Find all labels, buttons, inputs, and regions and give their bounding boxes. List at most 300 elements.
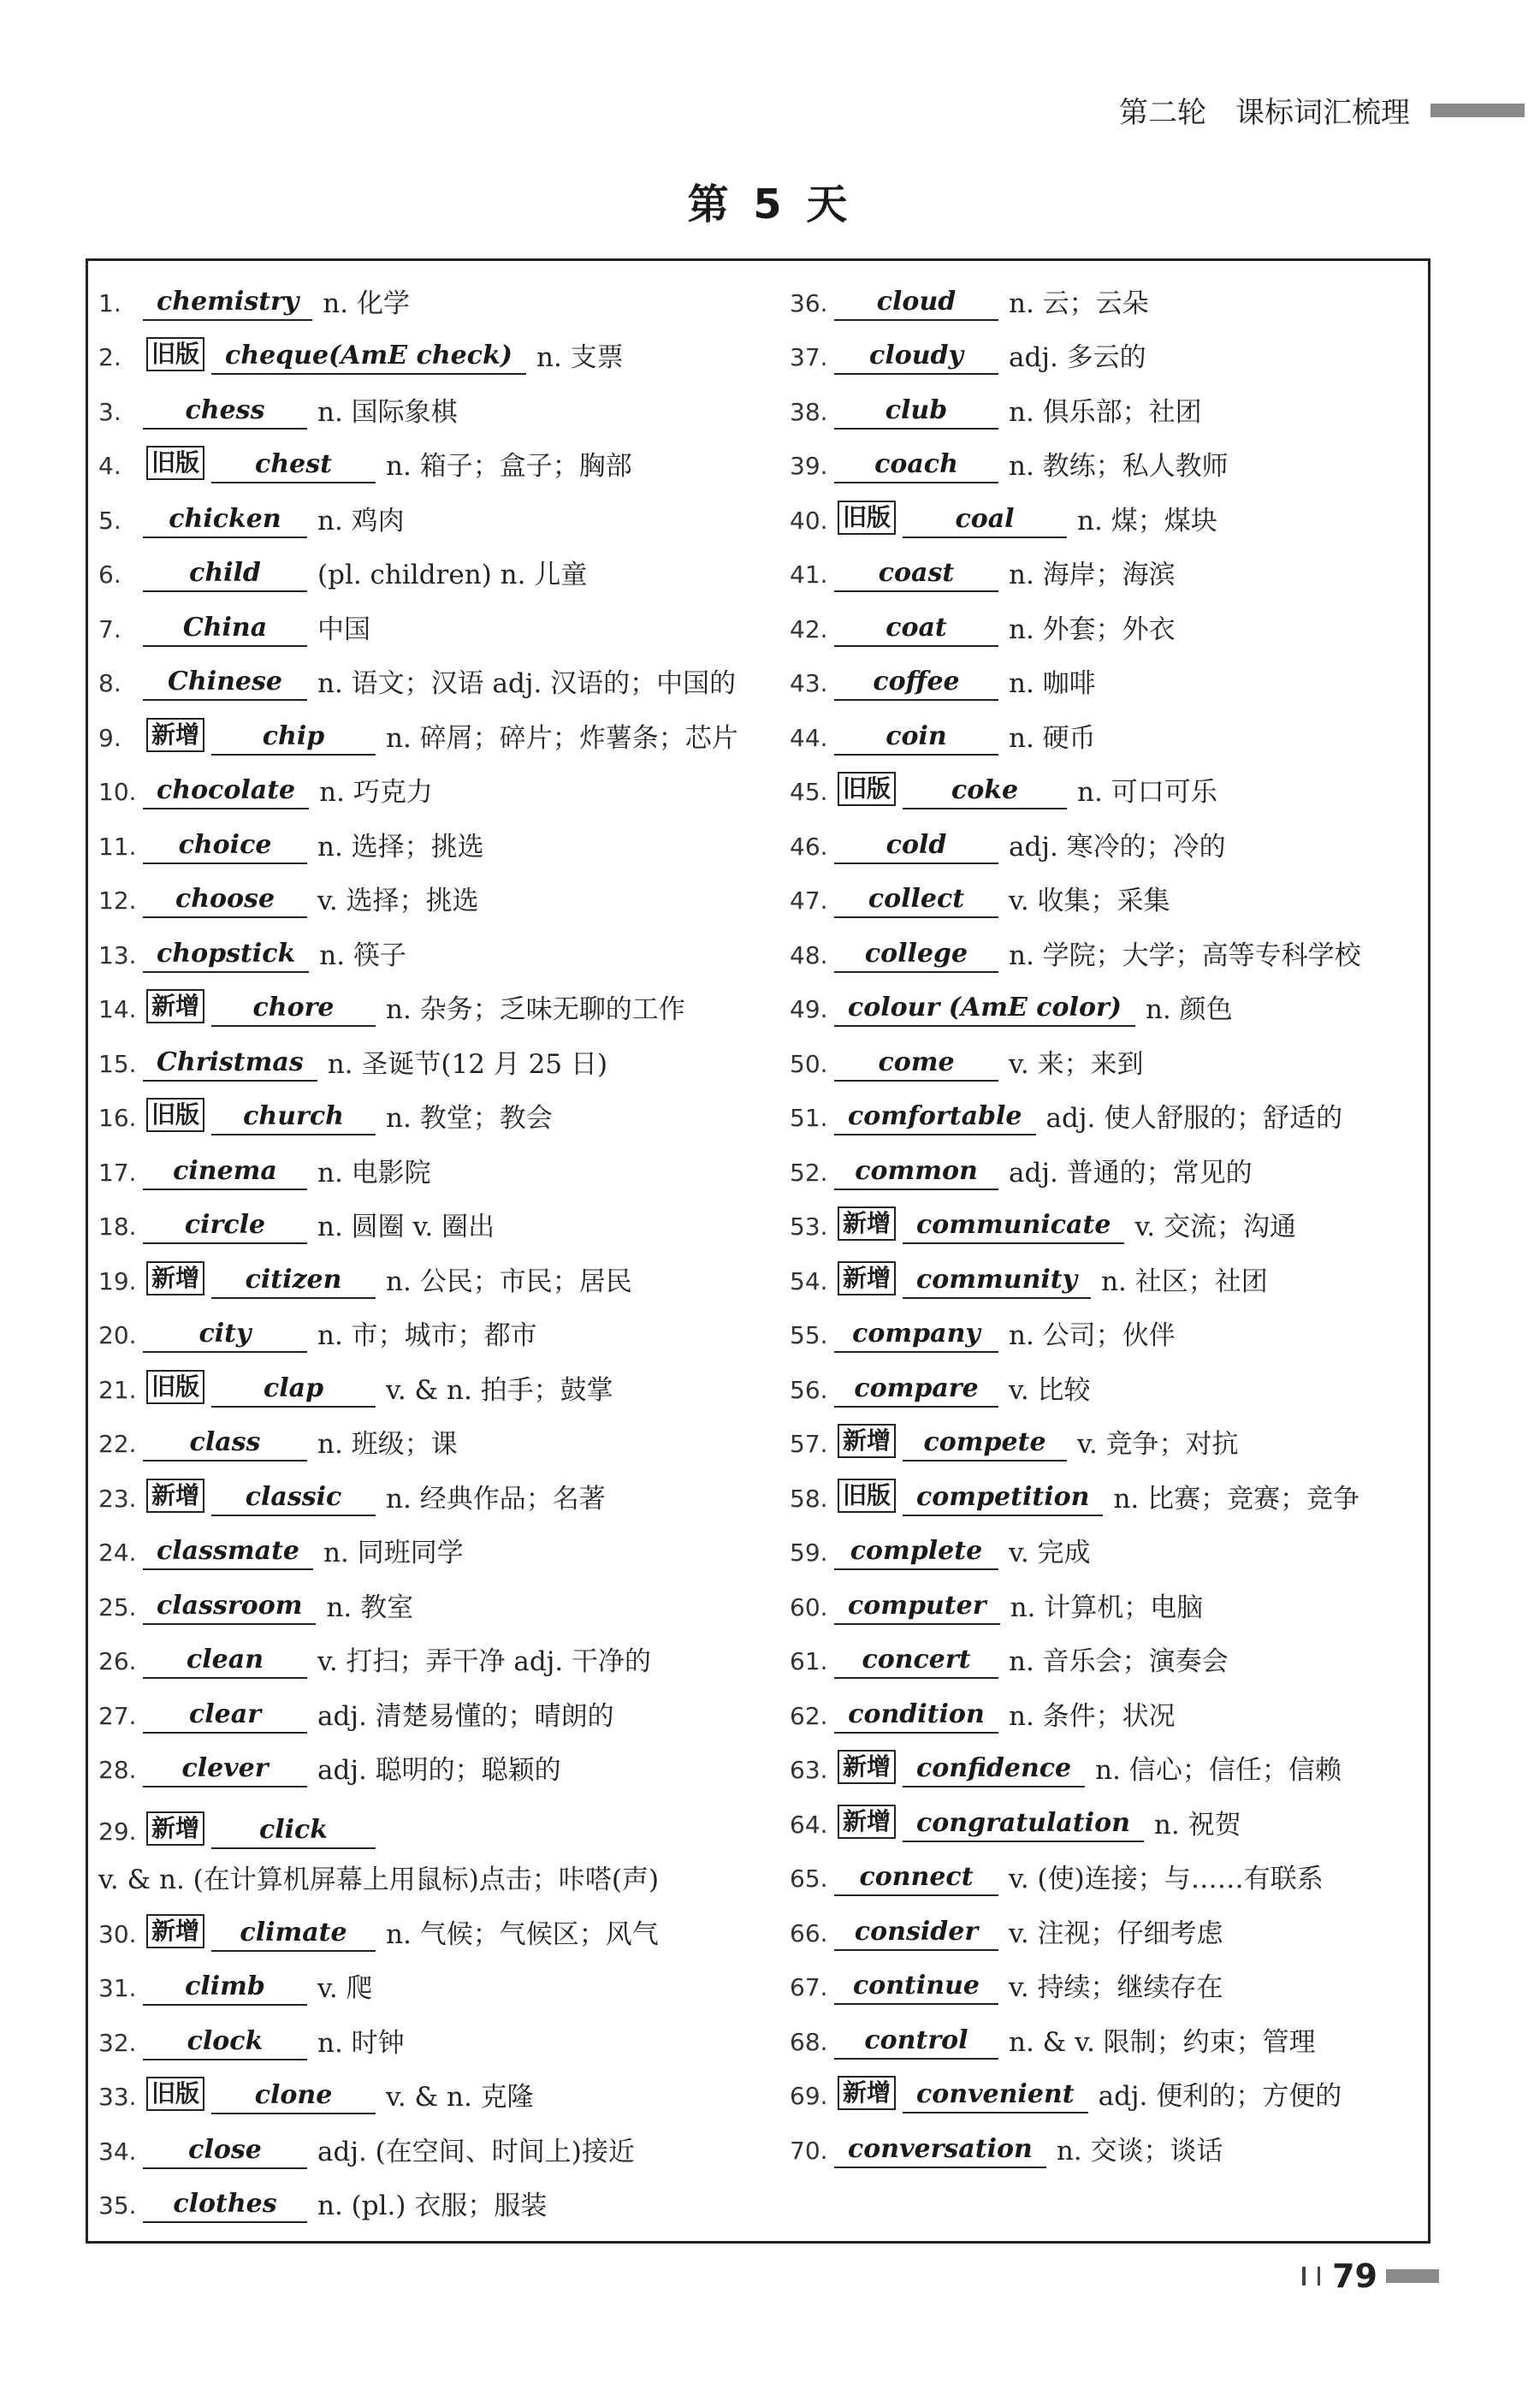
vocab-entry [98, 1190, 774, 1245]
vocab-word: community [903, 1263, 1091, 1299]
vocab-entry [98, 1299, 774, 1354]
vocab-entry [98, 809, 774, 864]
vocab-word: common [834, 1154, 998, 1190]
vocab-definition: v. 竞争；对抗 [1077, 1429, 1239, 1460]
entry-number: 41. [790, 560, 828, 589]
vocab-frame [86, 258, 1430, 2244]
entry-number: 64. [790, 1810, 828, 1839]
entry-number: 23. [98, 1484, 137, 1513]
vocab-entry [790, 864, 1466, 919]
vocab-definition: n. 可口可乐 [1077, 777, 1217, 808]
vocab-definition: v. 选择；挑选 [317, 886, 479, 916]
vocab-word: choice [143, 828, 307, 864]
vocab-definition: n. 筷子 [319, 940, 406, 971]
vocab-definition: adj. 使人舒服的；舒适的 [1045, 1103, 1343, 1134]
entry-number: 3. [98, 397, 121, 426]
vocab-entry [790, 918, 1466, 973]
page-title: 第 5 天 [687, 181, 853, 228]
entry-number: 19. [98, 1266, 137, 1295]
vocab-entry [790, 1679, 1466, 1734]
vocab-entry [790, 2060, 1466, 2114]
vocab-definition: v. 完成 [1009, 1538, 1091, 1568]
entry-number: 51. [790, 1104, 828, 1132]
vocab-word: choose [143, 882, 307, 918]
header-text: 第二轮 课标词汇梳理 [1119, 96, 1410, 130]
entry-number: 58. [790, 1484, 828, 1513]
vocab-definition: v. 爬 [317, 1973, 373, 2004]
vocab-definition: v. 来；来到 [1009, 1048, 1144, 1080]
vocab-word: conversation [834, 2132, 1046, 2168]
vocab-entry [790, 756, 1466, 810]
vocab-word: colour (AmE color) [834, 991, 1135, 1027]
vocab-word: compare [834, 1372, 998, 1408]
vocab-definition: v. & n. (在计算机屏幕上用鼠标)点击；咔嗒(声) [98, 1864, 660, 1895]
vocab-entry [98, 1082, 774, 1136]
edition-tag: 新增 [838, 1261, 896, 1295]
vocab-definition: n. & v. 限制；约束；管理 [1009, 2026, 1316, 2058]
vocab-definition: v. 注视；仔细考虑 [1009, 1918, 1223, 1949]
vocab-word: coast [834, 556, 998, 592]
vocab-word: communicate [903, 1208, 1124, 1244]
vocab-word: cloudy [834, 339, 998, 375]
page-header [1119, 89, 1525, 131]
vocab-definition: n. 经典作品；名著 [386, 1483, 606, 1515]
vocab-word: coffee [834, 665, 998, 701]
vocab-definition: n. 教室 [326, 1592, 414, 1623]
vocab-entry [790, 1408, 1466, 1462]
entry-number: 2. [98, 343, 121, 371]
vocab-definition: n. 咖啡 [1009, 668, 1096, 699]
vocab-word: concert [834, 1643, 998, 1679]
vocab-definition: n. 箱子；盒子；胸部 [386, 451, 632, 482]
vocab-word: congratulation [903, 1806, 1144, 1842]
entry-number: 67. [790, 1973, 828, 2001]
vocab-definition: n. (pl.) 衣服；服装 [317, 2191, 548, 2221]
vocab-word: climb [143, 1970, 307, 2006]
edition-tag: 新增 [146, 1811, 204, 1846]
vocab-word: clever [143, 1752, 307, 1787]
page-mark [1302, 2267, 1306, 2285]
entry-number: 1. [98, 288, 121, 317]
vocab-definition: n. 巧克力 [319, 777, 433, 808]
vocab-entry [790, 538, 1466, 593]
vocab-entry [790, 1842, 1466, 1897]
entry-number: 13. [98, 940, 137, 969]
entry-number: 70. [790, 2136, 828, 2165]
vocab-definition: n. 教堂；教会 [386, 1103, 553, 1134]
entry-number: 25. [98, 1592, 137, 1621]
vocab-word: cinema [143, 1154, 307, 1190]
entry-number: 50. [790, 1049, 828, 1078]
vocab-definition: n. 云；云朵 [1009, 288, 1149, 319]
vocab-definition: adj. 清楚易懂的；晴朗的 [317, 1700, 614, 1732]
entry-number: 34. [98, 2137, 137, 2166]
vocab-entry [790, 701, 1466, 756]
vocab-word: classroom [143, 1589, 316, 1625]
vocab-entry [98, 701, 774, 756]
entry-number: 7. [98, 614, 121, 643]
vocab-entry [98, 1516, 774, 1571]
vocab-definition: n. 杂务；乏味无聊的工作 [386, 994, 685, 1025]
vocab-word: compete [903, 1426, 1067, 1461]
vocab-entry [98, 1570, 774, 1625]
entry-number: 38. [790, 397, 828, 426]
vocab-definition: n. 计算机；电脑 [1010, 1592, 1204, 1623]
vocab-word: close [143, 2133, 307, 2169]
vocab-entry [98, 483, 774, 538]
vocab-entry [790, 973, 1466, 1028]
entry-number: 49. [790, 995, 828, 1023]
entry-number: 42. [790, 614, 828, 643]
vocab-definition: n. 化学 [323, 288, 410, 319]
entry-number: 37. [790, 343, 828, 371]
entry-number: 4. [98, 452, 121, 480]
vocab-word: confidence [903, 1752, 1085, 1787]
vocab-entry [98, 756, 774, 810]
entry-number: 61. [790, 1647, 828, 1675]
vocab-definition: n. 同班同学 [323, 1538, 464, 1568]
vocab-definition: n. 班级；课 [317, 1429, 458, 1460]
vocab-entry [790, 1244, 1466, 1299]
edition-tag: 新增 [146, 1479, 204, 1513]
vocab-definition: n. 碎屑；碎片；炸薯条；芯片 [386, 722, 738, 754]
entry-number: 10. [98, 778, 137, 806]
entry-number: 24. [98, 1538, 137, 1567]
vocab-entry [98, 592, 774, 647]
vocab-word: Christmas [143, 1046, 317, 1082]
edition-tag: 新增 [146, 989, 204, 1023]
footer-bar [1386, 2269, 1439, 2283]
vocab-entry [98, 1897, 774, 1952]
vocab-definition: n. 条件；状况 [1009, 1700, 1176, 1732]
vocab-definition: v. 持续；继续存在 [1009, 1972, 1223, 2003]
vocab-word: college [834, 937, 998, 973]
entry-number: 5. [98, 506, 121, 535]
edition-tag: 新增 [838, 1750, 896, 1784]
vocab-entry [98, 430, 774, 484]
vocab-word: chip [211, 720, 376, 756]
vocab-definition: v. & n. 克隆 [386, 2082, 534, 2113]
vocab-entry [790, 1299, 1466, 1354]
entry-number: 21. [98, 1375, 137, 1404]
vocab-definition: n. 市；城市；都市 [317, 1320, 537, 1351]
vocab-entry [98, 864, 774, 919]
vocab-word: clothes [143, 2187, 307, 2223]
vocab-word: chore [211, 991, 376, 1027]
vocab-definition: n. 气候；气候区；风气 [386, 1918, 659, 1950]
vocab-word: classic [211, 1480, 376, 1516]
vocab-definition: n. 国际象棋 [317, 396, 458, 428]
vocab-word: club [834, 394, 998, 430]
vocab-entry [790, 1461, 1466, 1516]
entry-number: 28. [98, 1756, 137, 1784]
vocab-entry [790, 1570, 1466, 1625]
entry-number: 36. [790, 288, 828, 317]
edition-tag: 旧版 [146, 337, 204, 371]
edition-tag: 新增 [838, 1424, 896, 1458]
vocab-word: circle [143, 1208, 307, 1244]
vocab-entry [790, 1082, 1466, 1136]
vocab-entry [98, 2169, 774, 2224]
vocab-entry [98, 1353, 774, 1408]
vocab-word: chopstick [143, 937, 309, 973]
vocab-word: clean [143, 1643, 307, 1679]
header-bar [1430, 104, 1525, 117]
left-column [98, 266, 774, 2223]
vocab-word: competition [903, 1480, 1103, 1516]
entry-number: 6. [98, 560, 121, 589]
vocab-word: city [143, 1317, 307, 1353]
vocab-definition: n. 海岸；海滨 [1009, 560, 1176, 590]
entry-number: 20. [98, 1321, 137, 1349]
entry-number: 43. [790, 669, 828, 697]
edition-tag: 新增 [146, 718, 204, 752]
edition-tag: 新增 [146, 1261, 204, 1295]
vocab-entry [790, 1027, 1466, 1082]
vocab-entry [790, 1353, 1466, 1408]
entry-number: 59. [790, 1538, 828, 1567]
entry-number: 47. [790, 886, 828, 915]
vocab-word: condition [834, 1698, 998, 1734]
entry-number: 15. [98, 1049, 137, 1078]
vocab-definition: adj. 普通的；常见的 [1009, 1157, 1253, 1189]
vocab-word: clear [143, 1698, 307, 1734]
entry-number: 63. [790, 1756, 828, 1784]
vocab-word: computer [834, 1589, 1000, 1625]
entry-number: 26. [98, 1647, 137, 1675]
vocab-entry [98, 1408, 774, 1462]
vocab-entry [790, 1951, 1466, 2006]
vocab-entry [790, 483, 1466, 538]
vocab-definition: n. 圣诞节(12 月 25 日) [327, 1048, 608, 1080]
entry-number: 68. [790, 2027, 828, 2056]
vocab-word: church [211, 1100, 376, 1135]
entry-number: 56. [790, 1375, 828, 1404]
entry-number: 65. [790, 1864, 828, 1893]
vocab-word: coke [903, 774, 1067, 809]
vocab-entry [98, 973, 774, 1028]
vocab-word: China [143, 611, 307, 647]
vocab-entry [790, 1896, 1466, 1951]
vocab-definition: v. 收集；采集 [1009, 886, 1170, 916]
entry-number: 62. [790, 1701, 828, 1730]
entry-number: 52. [790, 1158, 828, 1187]
entry-number: 31. [98, 1974, 137, 2002]
edition-tag: 新增 [146, 1914, 204, 1948]
vocab-entry [98, 1625, 774, 1680]
vocab-entry [98, 2114, 774, 2169]
entry-number: 53. [790, 1212, 828, 1241]
vocab-entry [790, 1190, 1466, 1245]
vocab-entry [98, 1787, 774, 1897]
vocab-word: consider [834, 1915, 998, 1951]
entry-number: 60. [790, 1592, 828, 1621]
vocab-word: company [834, 1317, 998, 1353]
vocab-definition: n. 外套；外衣 [1009, 614, 1176, 645]
vocab-definition: adj. 便利的；方便的 [1098, 2081, 1342, 2112]
page-mark [1318, 2267, 1320, 2285]
page-number: 79 [1332, 2257, 1377, 2295]
vocab-entry [98, 321, 774, 376]
vocab-entry [790, 1135, 1466, 1190]
entry-number: 46. [790, 832, 828, 861]
vocab-entry [790, 809, 1466, 864]
vocab-definition: 中国 [317, 614, 370, 645]
vocab-definition: v. 打扫；弄干净 adj. 干净的 [317, 1646, 652, 1677]
vocab-entry [790, 2005, 1466, 2060]
vocab-definition: n. 鸡肉 [317, 505, 405, 537]
vocab-definition: n. 时钟 [317, 2027, 405, 2059]
vocab-entry [98, 2006, 774, 2060]
vocab-word: chest [211, 448, 376, 483]
entry-number: 27. [98, 1701, 137, 1730]
vocab-definition: adj. 多云的 [1009, 342, 1146, 373]
vocab-word: cold [834, 828, 998, 864]
vocab-definition: v. & n. 拍手；鼓掌 [386, 1374, 613, 1406]
entry-number: 11. [98, 832, 137, 861]
vocab-definition: n. 圆圈 v. 圈出 [317, 1212, 495, 1242]
vocab-entry [790, 430, 1466, 484]
entry-number: 14. [98, 995, 137, 1023]
entry-number: 16. [98, 1104, 137, 1132]
entry-number: 29. [98, 1817, 137, 1846]
vocab-definition: adj. 寒冷的；冷的 [1009, 831, 1226, 863]
edition-tag: 新增 [838, 1206, 896, 1241]
vocab-entry [790, 1625, 1466, 1680]
entry-number: 45. [790, 778, 828, 806]
edition-tag: 旧版 [838, 772, 896, 806]
vocab-word: child [143, 556, 307, 592]
right-column [790, 266, 1466, 2168]
vocab-word: continue [834, 1969, 998, 2005]
vocab-word: control [834, 2024, 998, 2060]
vocab-definition: n. 交谈；谈话 [1056, 2135, 1223, 2167]
vocab-word: clock [143, 2025, 307, 2060]
vocab-entry [98, 266, 774, 321]
vocab-word: comfortable [834, 1100, 1036, 1135]
vocab-entry [98, 1027, 774, 1082]
vocab-word: collect [834, 882, 998, 918]
vocab-entry [790, 647, 1466, 702]
vocab-word: chess [143, 394, 307, 430]
vocab-definition: n. 电影院 [317, 1157, 431, 1189]
entry-number: 55. [790, 1321, 828, 1349]
vocab-entry [98, 375, 774, 430]
vocab-entry [98, 1244, 774, 1299]
vocab-word: coat [834, 611, 998, 647]
entry-number: 40. [790, 506, 828, 535]
vocab-word: chemistry [143, 285, 312, 321]
vocab-entry [790, 592, 1466, 647]
vocab-entry [790, 1787, 1466, 1842]
vocab-entry [98, 647, 774, 702]
edition-tag: 旧版 [838, 501, 896, 535]
vocab-word: climate [211, 1916, 376, 1952]
vocab-word: come [834, 1046, 998, 1082]
vocab-entry [790, 1734, 1466, 1788]
vocab-definition: n. 公民；市民；居民 [386, 1266, 632, 1297]
vocab-word: click [211, 1813, 376, 1849]
vocab-definition: adj. (在空间、时间上)接近 [317, 2136, 635, 2167]
edition-tag: 旧版 [146, 446, 204, 480]
edition-tag: 旧版 [146, 2077, 204, 2111]
vocab-word: chicken [143, 502, 307, 538]
vocab-word: class [143, 1426, 307, 1461]
vocab-entry [98, 538, 774, 593]
edition-tag: 旧版 [146, 1370, 204, 1404]
entry-number: 30. [98, 1919, 137, 1948]
edition-tag: 新增 [838, 2076, 896, 2110]
entry-number: 44. [790, 723, 828, 752]
vocab-word: cheque(AmE check) [211, 339, 526, 375]
vocab-definition: n. 支票 [536, 342, 624, 373]
vocab-definition: n. 比赛；竞赛；竞争 [1113, 1483, 1360, 1515]
edition-tag: 新增 [838, 1805, 896, 1839]
entry-number: 8. [98, 669, 121, 697]
vocab-definition: v. 交流；沟通 [1134, 1212, 1296, 1242]
vocab-entry [98, 1952, 774, 2007]
vocab-word: complete [834, 1534, 998, 1570]
vocab-entry [98, 1734, 774, 1788]
vocab-word: chocolate [143, 774, 309, 809]
vocab-definition: n. 硬币 [1009, 722, 1096, 754]
vocab-entry [98, 2060, 774, 2115]
vocab-entry [790, 321, 1466, 376]
vocab-entry [98, 1135, 774, 1190]
vocab-definition: n. 颜色 [1145, 994, 1233, 1025]
vocab-word: coin [834, 720, 998, 756]
vocab-definition: n. 俱乐部；社团 [1009, 396, 1202, 428]
entry-number: 22. [98, 1430, 137, 1458]
vocab-definition: n. 学院；大学；高等专科学校 [1009, 940, 1361, 971]
entry-number: 57. [790, 1430, 828, 1458]
vocab-entry [98, 918, 774, 973]
vocab-entry [790, 1516, 1466, 1571]
entry-number: 69. [790, 2082, 828, 2110]
vocab-word: cloud [834, 285, 998, 321]
vocab-definition: n. 音乐会；演奏会 [1009, 1646, 1229, 1677]
vocab-definition: n. 教练；私人教师 [1009, 451, 1229, 482]
vocab-word: coal [903, 502, 1067, 538]
vocab-entry [98, 1461, 774, 1516]
vocab-word: citizen [211, 1263, 376, 1299]
vocab-word: coach [834, 448, 998, 483]
vocab-word: clap [211, 1372, 376, 1408]
vocab-definition: n. 祝贺 [1153, 1809, 1241, 1841]
vocab-definition: n. 语文；汉语 adj. 汉语的；中国的 [317, 668, 737, 699]
vocab-definition: n. 选择；挑选 [317, 831, 484, 863]
vocab-definition: n. 社区；社团 [1101, 1266, 1268, 1297]
vocab-definition: n. 公司；伙伴 [1009, 1320, 1176, 1351]
vocab-entry [790, 2113, 1466, 2168]
entry-number: 12. [98, 886, 137, 915]
entry-number: 54. [790, 1266, 828, 1295]
edition-tag: 旧版 [838, 1479, 896, 1513]
vocab-definition: (pl. children) n. 儿童 [317, 560, 588, 590]
entry-number: 39. [790, 452, 828, 480]
vocab-word: clone [211, 2078, 376, 2114]
vocab-entry [98, 1679, 774, 1734]
vocab-entry [790, 266, 1466, 321]
vocab-word: classmate [143, 1534, 313, 1570]
entry-number: 33. [98, 2083, 137, 2111]
vocab-definition: v. (使)连接；与……有联系 [1009, 1864, 1324, 1894]
entry-number: 9. [98, 723, 121, 752]
vocab-word: connect [834, 1860, 998, 1896]
edition-tag: 旧版 [146, 1098, 204, 1132]
page-footer [1302, 2257, 1439, 2295]
vocab-entry [790, 375, 1466, 430]
